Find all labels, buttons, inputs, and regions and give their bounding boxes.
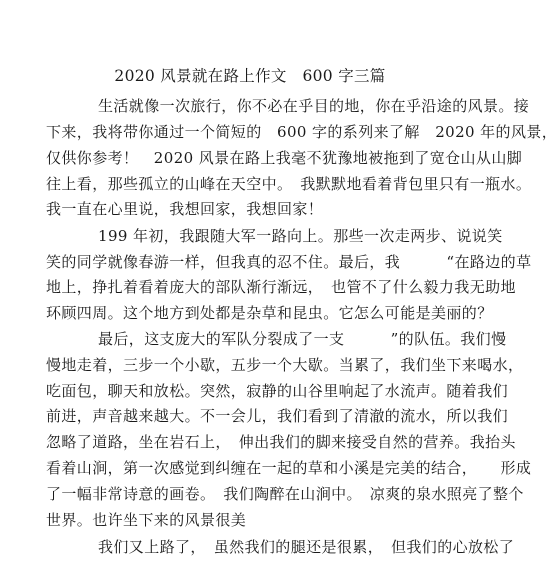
- paragraph-line: 往上看，那些孤立的山峰在天空中。 我默默地看着背包里只有一瓶水。: [46, 175, 532, 193]
- paragraph-line: 下来，我将带你通过一个简短的 600 字的系列来了解 2020 年的风景，: [46, 123, 557, 141]
- paragraph-line: 生活就像一次旅行，你不必在乎目的地，你在乎沿途的风景。接: [98, 97, 530, 115]
- paragraph-line: 看着山涧，第一次感觉到纠缠在一起的草和小溪是完美的结合， 形成: [46, 459, 532, 477]
- paragraph-line: 世界。也许坐下来的风景很美: [46, 511, 247, 529]
- paragraph-line: 我一直在心里说，我想回家，我想回家！: [46, 200, 324, 218]
- paragraph-line: 笑的同学就像春游一样，但我真的忍不住。最后，我 “在路边的草: [46, 253, 532, 271]
- paragraph-line: 我们又上路了， 虽然我们的腿还是很累， 但我们的心放松了: [98, 538, 515, 556]
- paragraph-line: 地上，挣扎着看着庞大的部队渐行渐远， 也管不了什么毅力我无助地: [46, 278, 516, 296]
- paragraph-line: 前进，声音越来越大。不一会儿，我们看到了清澈的流水，所以我们: [46, 407, 509, 425]
- paragraph-line: 199 年初，我跟随大军一路向上。那些一次走两步、说说笑: [98, 227, 503, 245]
- paragraph-line: 环顾四周。这个地方到处都是杂草和昆虫。它怎么可能是美丽的？: [46, 304, 493, 322]
- paragraph-line: 了一幅非常诗意的画卷。 我们陶醉在山涧中。 凉爽的泉水照亮了整个: [46, 485, 524, 503]
- paragraph-line: 忽略了道路，坐在岩石上， 伸出我们的脚来接受自然的营养。我抬头: [46, 433, 516, 451]
- paragraph-line: 吃面包，聊天和放松。突然，寂静的山谷里响起了水流声。随着我们: [46, 382, 509, 400]
- paragraph-line: 仅供你参考！ 2020 风景在路上我毫不犹豫地被拖到了宽仓山从山脚: [46, 149, 523, 167]
- document-title: 2020 风景就在路上作文 600 字三篇: [114, 67, 386, 85]
- paragraph-line: 慢地走着，三步一个小歇，五步一个大歇。当累了，我们坐下来喝水，: [46, 356, 524, 374]
- paragraph-line: 最后，这支庞大的军队分裂成了一支 ”的队伍。我们慢: [98, 330, 507, 348]
